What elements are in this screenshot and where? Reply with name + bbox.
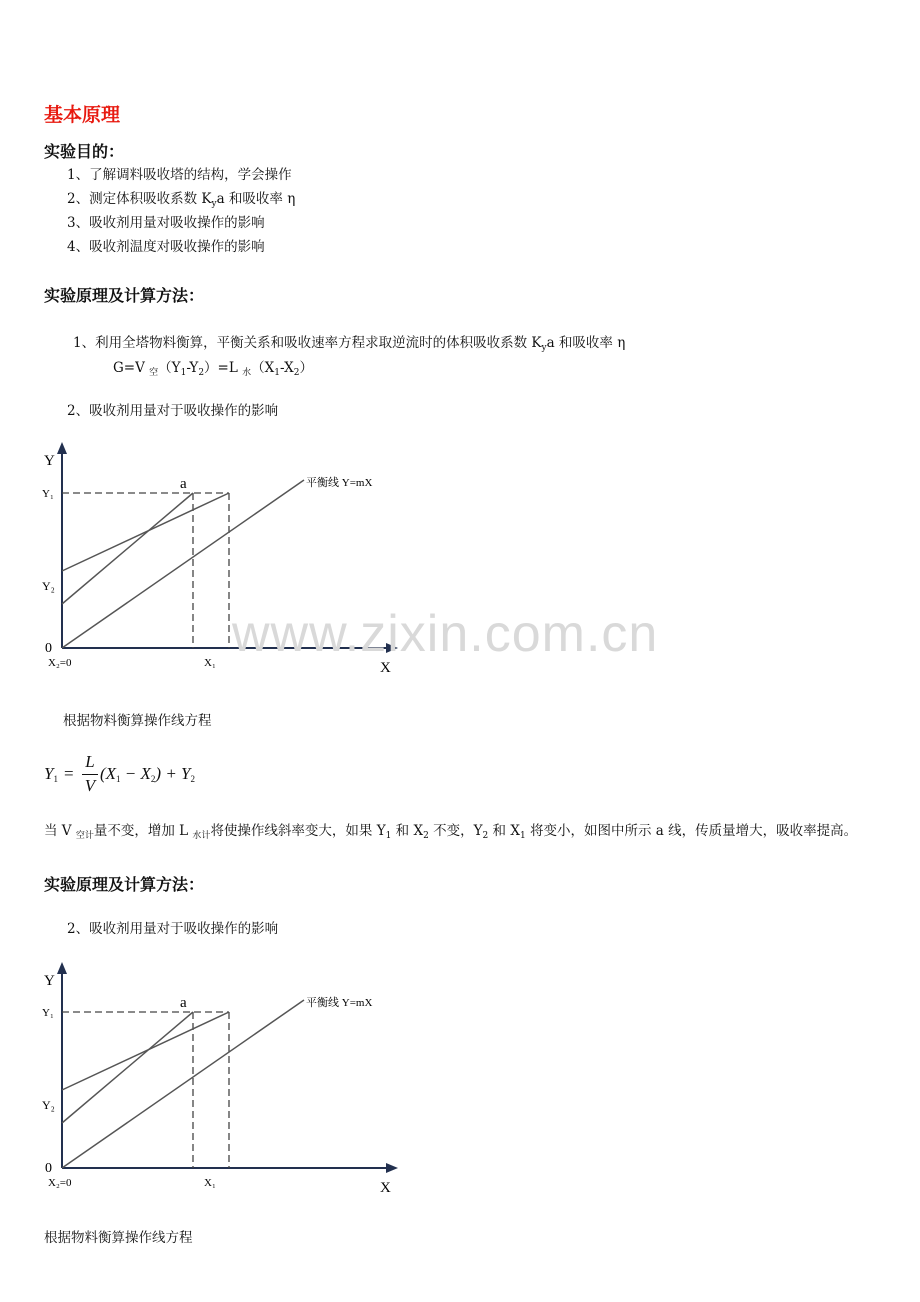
x2-label: X₂=0 [48, 657, 72, 669]
principle-heading-2: 实验原理及计算方法： [44, 875, 205, 894]
x2-label: X₂=0 [48, 1177, 72, 1189]
page-title: 基本原理 [44, 104, 121, 126]
principle-item-2-repeat: 2、吸收剂用量对于吸收操作的影响 [67, 921, 279, 937]
objective-item-1: 1、了解调料吸收塔的结构，学会操作 [67, 167, 292, 183]
watermark: www.zixin.com.cn [232, 605, 659, 663]
operating-line-caption: 根据物料衡算操作线方程 [63, 713, 212, 729]
y1-label: Y₁ [42, 1007, 54, 1019]
objective-item-2: 2、测定体积吸收系数 $K_ya$ 和吸收率 η [67, 191, 296, 209]
mass-balance-equation: G=V $_空(Y_1-Y_2)=L$ $_水(X_1-X_2)$ [113, 360, 313, 378]
principle-item-2: 2、吸收剂用量对于吸收操作的影响 [67, 403, 279, 419]
y-axis-label: Y [44, 973, 55, 989]
a-label: a [180, 476, 187, 492]
a-label: a [180, 995, 187, 1011]
x1-label: X₁ [204, 657, 216, 669]
operating-line-a [62, 493, 193, 604]
operating-line-caption-2: 根据物料衡算操作线方程 [44, 1230, 193, 1246]
equilibrium-line-label: 平衡线 Y=mX [306, 997, 373, 1009]
origin-label: 0 [45, 641, 52, 656]
y2-label: Y₂ [42, 1098, 55, 1112]
origin-label: 0 [45, 1161, 52, 1176]
objective-item-4: 4、吸收剂温度对吸收操作的影响 [67, 239, 265, 255]
y2-label: Y₂ [42, 579, 55, 593]
objective-heading: 实验目的： [44, 142, 125, 161]
x1-label: X₁ [204, 1177, 216, 1189]
y-axis-arrow-icon [57, 442, 67, 454]
explanation-paragraph: 当 V $_{空计}$量不变，增加 L $_{水计}$将使操作线斜率变大，如果 $Y_1$ 和 $X_2$ 不变，$Y_2$ 和 $X_1$ 将变小，如图中所示 a 线，传质量增大，吸收率提高。 [44, 823, 858, 841]
operating-line [62, 493, 229, 571]
y-axis-label: Y [44, 453, 55, 469]
principle-item-1: 1、利用全塔物料衡算，平衡关系和吸收速率方程求取逆流时的体积吸收系数 $K_ya$ 和吸收率 η [73, 335, 626, 353]
y-axis-arrow-icon [57, 962, 67, 974]
operating-line-a [62, 1012, 193, 1123]
x-axis-label: X [380, 1180, 391, 1196]
principle-heading: 实验原理及计算方法： [44, 286, 205, 305]
objective-item-3: 3、吸收剂用量对吸收操作的影响 [67, 215, 265, 231]
equilibrium-line-label: 平衡线 Y=mX [306, 477, 373, 489]
equilibrium-line [62, 1000, 304, 1168]
x-axis-label: X [380, 660, 391, 676]
operating-line-diagram-2 [36, 960, 416, 1200]
x-axis-arrow-icon [386, 1163, 398, 1173]
y1-label: Y₁ [42, 488, 54, 500]
operating-line [62, 1012, 229, 1090]
